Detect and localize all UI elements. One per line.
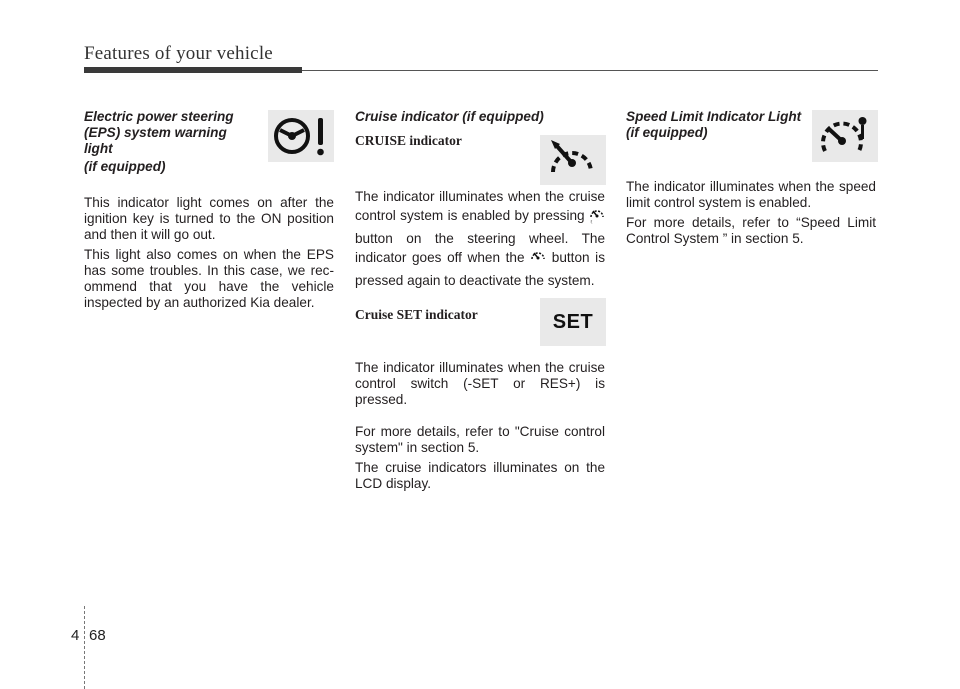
set-indicator-label: SET bbox=[552, 310, 594, 333]
footer-section-number: 4 bbox=[71, 627, 80, 644]
page-header-title: Features of your vehicle bbox=[84, 43, 273, 64]
cruise-icon bbox=[540, 135, 606, 185]
cruise-button-icon bbox=[589, 206, 605, 229]
speed-limit-heading-line2: (if equipped) bbox=[626, 125, 708, 140]
cruise-paragraph-3: For more details, refer to "Cruise control system" in section 5. bbox=[355, 424, 605, 455]
cruise-para1-b: button on the steering wheel. The indicator goes off when the bbox=[355, 231, 605, 265]
footer-page-number: 68 bbox=[89, 627, 106, 644]
eps-paragraph-1: This indicator light comes on after the ignition key is turned to the ON position and then it will go out. bbox=[84, 195, 334, 242]
cruise-subheading: CRUISE indicator bbox=[355, 133, 462, 148]
eps-warning-icon bbox=[268, 110, 334, 162]
cruise-para1-c: button is pressed again to deactivate the system. bbox=[355, 250, 605, 288]
cruise-button-icon-2 bbox=[530, 248, 546, 271]
cruise-paragraph-2: The indicator illuminates when the cruise control switch (-SET or RES+) is pressed. bbox=[355, 360, 605, 407]
cruise-paragraph-1 bbox=[355, 187, 605, 290]
eps-heading-line2: (EPS) system warning light bbox=[84, 125, 227, 156]
speed-limit-paragraph-2: For more details, refer to “Speed Limit Control System ” in section 5. bbox=[626, 215, 876, 246]
footer-divider bbox=[84, 606, 86, 689]
cruise-heading: Cruise indicator (if equipped) bbox=[355, 109, 544, 124]
cruise-set-subheading: Cruise SET indicator bbox=[355, 307, 478, 322]
header-bar bbox=[84, 67, 302, 73]
cruise-paragraph-4: The cruise indicators illuminates on the LCD display. bbox=[355, 460, 605, 491]
speed-limit-paragraph-1: The indicator illuminates when the speed limit control system is enabled. bbox=[626, 179, 876, 210]
header-rule bbox=[302, 70, 878, 71]
eps-paragraph-2: This light also comes on when the EPS has some troubles. In this case, we rec-ommend that you have the vehicle inspected by an authorized Kia dealer. bbox=[84, 247, 334, 310]
svg-text:ﾐ: ﾐ bbox=[590, 219, 593, 224]
set-indicator-icon bbox=[540, 298, 606, 346]
speed-limit-icon bbox=[812, 110, 878, 162]
speed-limit-heading-line1: Speed Limit Indicator Light bbox=[626, 109, 802, 124]
cruise-para1-a: The indicator illuminates when the cruise control system is enabled by pressing bbox=[355, 189, 605, 223]
eps-heading-line1: Electric power steering bbox=[84, 109, 234, 124]
eps-heading-line3: (if equipped) bbox=[84, 159, 166, 174]
